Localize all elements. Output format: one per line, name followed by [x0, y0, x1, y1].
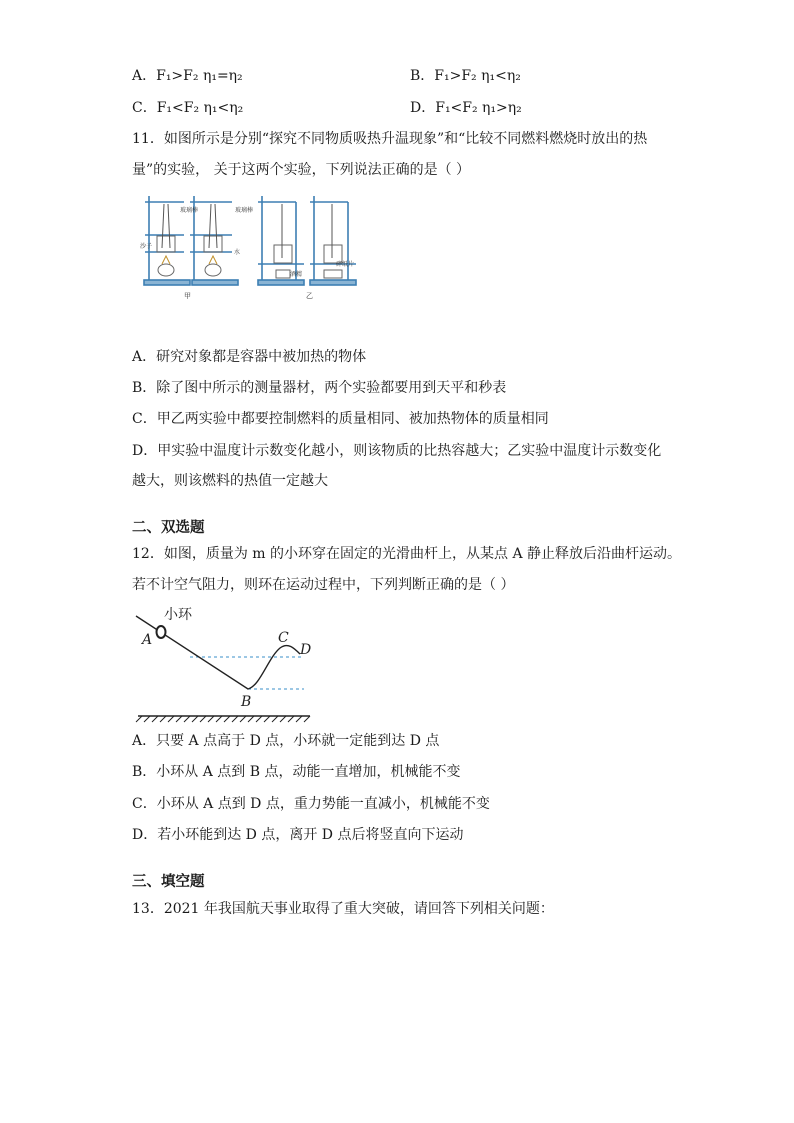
q11-stem-line-1: 11．如图所示是分别“探究不同物质吸热升温现象”和“比较不同燃料燃烧时放出的热	[132, 131, 648, 147]
q12-figure	[132, 600, 322, 725]
label-point-c: C	[278, 630, 289, 646]
q11-stem-line-2: 量”的实验， 关于这两个实验，下列说法正确的是（ ）	[132, 162, 471, 178]
caption-jia: 甲	[184, 292, 191, 300]
section-title-fill-blank: 三、填空题	[132, 874, 205, 890]
q12-option-a: A．只要 A 点高于 D 点，小环就一定能到达 D 点	[132, 733, 440, 749]
q11-option-a: A．研究对象都是容器中被加热的物体	[132, 349, 367, 365]
q13-stem: 13．2021 年我国航天事业取得了重大突破，请回答下列相关问题：	[132, 901, 554, 917]
ground-hatching	[136, 716, 310, 722]
q11-option-c: C．甲乙两实验中都要控制燃料的质量相同、被加热物体的质量相同	[132, 411, 549, 427]
label-point-b: B	[241, 694, 252, 710]
label-water: 水	[234, 249, 241, 256]
q12-option-b: B．小环从 A 点到 B 点，动能一直增加，机械能不变	[132, 764, 461, 780]
ring-icon	[157, 626, 166, 638]
label-paper: 碎纸片	[336, 261, 355, 268]
q10-option-a: A．F₁>F₂ η₁=η₂	[132, 68, 243, 84]
label-ring: 小环	[164, 607, 192, 623]
q11-option-d-line-2: 越大，则该燃料的热值一定越大	[132, 473, 328, 489]
apparatus-yi-2	[310, 196, 356, 285]
q12-stem-line-1: 12．如图，质量为 m 的小环穿在固定的光滑曲杆上，从某点 A 静止释放后沿曲杆运动。	[132, 546, 681, 562]
q12-option-c: C．小环从 A 点到 D 点，重力势能一直减小，机械能不变	[132, 796, 490, 812]
q12-stem-line-2: 若不计空气阻力，则环在运动过程中，下列判断正确的是（ ）	[132, 577, 515, 593]
q11-option-b: B．除了图中所示的测量器材，两个实验都要用到天平和秒表	[132, 380, 507, 396]
q12-option-d: D．若小环能到达 D 点，离开 D 点后将竖直向下运动	[132, 827, 464, 843]
q10-option-b: B．F₁>F₂ η₁<η₂	[410, 68, 521, 84]
q11-figure	[140, 190, 362, 308]
q10-option-c: C．F₁<F₂ η₁<η₂	[132, 100, 244, 116]
label-glass-rod-1: 玻璃棒	[180, 207, 199, 214]
q11-option-d-line-1: D．甲实验中温度计示数变化越小，则该物质的比热容越大；乙实验中温度计示数变化	[132, 443, 662, 459]
label-point-d: D	[300, 642, 312, 658]
section-title-double-choice: 二、双选题	[132, 520, 205, 536]
caption-yi: 乙	[306, 292, 313, 300]
label-point-a: A	[142, 632, 153, 648]
q10-option-d: D．F₁<F₂ η₁>η₂	[410, 100, 522, 116]
label-alcohol: 酒精	[290, 271, 303, 278]
label-glass-rod-2: 玻璃棒	[235, 207, 254, 214]
label-sand: 沙子	[140, 243, 153, 250]
